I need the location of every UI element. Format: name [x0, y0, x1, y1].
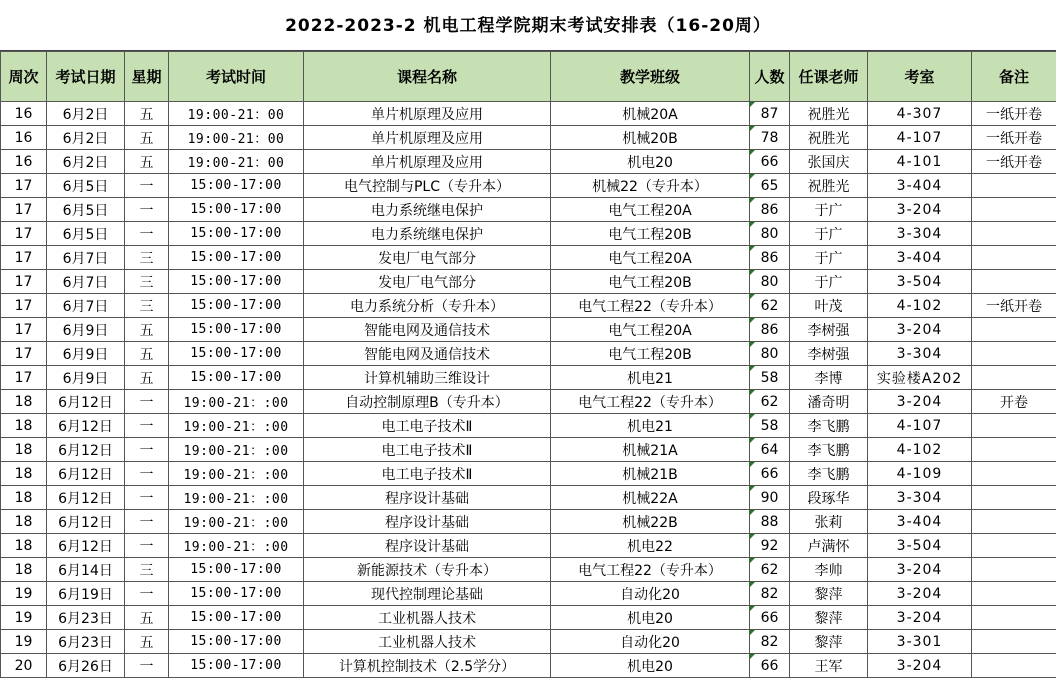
cell-weekday: 一: [125, 510, 169, 534]
cell-teacher: 李帅: [790, 558, 868, 582]
cell-exam-date: 6月7日: [47, 246, 125, 270]
header-course-name: 课程名称: [304, 52, 551, 102]
table-header-row: [1, 52, 1056, 102]
cell-class: 机械20B: [551, 126, 750, 150]
cell-room: 3-204: [868, 318, 972, 342]
cell-class: 机械20A: [551, 102, 750, 126]
cell-class: 机械21A: [551, 438, 750, 462]
header-class: 教学班级: [551, 52, 750, 102]
cell-remark: [972, 198, 1056, 222]
cell-weekday: 三: [125, 294, 169, 318]
cell-exam-time: 19:00-21：00: [169, 126, 304, 150]
cell-room: 3-204: [868, 606, 972, 630]
table-row: [1, 246, 1056, 270]
cell-teacher: 于广: [790, 198, 868, 222]
table-row: [1, 654, 1056, 678]
cell-remark: [972, 582, 1056, 606]
table-row: [1, 270, 1056, 294]
cell-remark: [972, 654, 1056, 678]
cell-room: 4-109: [868, 462, 972, 486]
cell-weekday: 一: [125, 486, 169, 510]
cell-remark: [972, 510, 1056, 534]
cell-week: 19: [1, 606, 47, 630]
cell-exam-time: 19:00-21：:00: [169, 414, 304, 438]
cell-weekday: 一: [125, 198, 169, 222]
cell-course-name: 工业机器人技术: [304, 630, 551, 654]
cell-weekday: 五: [125, 318, 169, 342]
cell-course-name: 电工电子技术Ⅱ: [304, 462, 551, 486]
cell-week: 17: [1, 270, 47, 294]
cell-remark: [972, 318, 1056, 342]
cell-exam-date: 6月5日: [47, 174, 125, 198]
cell-exam-time: 19:00-21：00: [169, 150, 304, 174]
cell-class: 机电21: [551, 366, 750, 390]
cell-course-name: 计算机辅助三维设计: [304, 366, 551, 390]
cell-remark: [972, 270, 1056, 294]
cell-weekday: 五: [125, 102, 169, 126]
table-row: [1, 222, 1056, 246]
cell-count: 82: [750, 630, 790, 654]
cell-weekday: 五: [125, 150, 169, 174]
cell-class: 机械22（专升本）: [551, 174, 750, 198]
cell-remark: [972, 414, 1056, 438]
cell-class: 机电20: [551, 606, 750, 630]
cell-room: 3-204: [868, 390, 972, 414]
cell-week: 18: [1, 486, 47, 510]
cell-exam-time: 15:00-17:00: [169, 318, 304, 342]
cell-exam-time: 15:00-17:00: [169, 582, 304, 606]
cell-exam-time: 15:00-17:00: [169, 246, 304, 270]
cell-exam-date: 6月5日: [47, 222, 125, 246]
cell-week: 16: [1, 102, 47, 126]
cell-exam-time: 19:00-21：:00: [169, 462, 304, 486]
page-title: 2022-2023-2 机电工程学院期末考试安排表（16-20周）: [0, 0, 1056, 51]
cell-course-name: 发电厂电气部分: [304, 246, 551, 270]
cell-course-name: 发电厂电气部分: [304, 270, 551, 294]
cell-week: 17: [1, 222, 47, 246]
cell-teacher: 黎萍: [790, 582, 868, 606]
table-row: [1, 462, 1056, 486]
cell-count: 62: [750, 294, 790, 318]
table-row: [1, 294, 1056, 318]
cell-course-name: 单片机原理及应用: [304, 126, 551, 150]
cell-week: 18: [1, 390, 47, 414]
cell-exam-date: 6月9日: [47, 366, 125, 390]
cell-course-name: 计算机控制技术（2.5学分）: [304, 654, 551, 678]
cell-remark: [972, 558, 1056, 582]
cell-exam-time: 15:00-17:00: [169, 294, 304, 318]
cell-remark: [972, 462, 1056, 486]
cell-teacher: 李飞鹏: [790, 462, 868, 486]
cell-exam-date: 6月5日: [47, 198, 125, 222]
cell-room: 4-102: [868, 438, 972, 462]
cell-exam-date: 6月23日: [47, 630, 125, 654]
cell-remark: 一纸开卷: [972, 102, 1056, 126]
table-row: [1, 558, 1056, 582]
cell-room: 3-504: [868, 534, 972, 558]
cell-count: 86: [750, 318, 790, 342]
cell-room: 3-204: [868, 582, 972, 606]
cell-exam-date: 6月7日: [47, 270, 125, 294]
cell-exam-time: 15:00-17:00: [169, 654, 304, 678]
cell-exam-date: 6月9日: [47, 318, 125, 342]
cell-class: 电气工程22（专升本）: [551, 390, 750, 414]
cell-exam-date: 6月2日: [47, 126, 125, 150]
cell-weekday: 五: [125, 126, 169, 150]
cell-exam-date: 6月12日: [47, 462, 125, 486]
cell-room: 3-304: [868, 342, 972, 366]
cell-teacher: 于广: [790, 222, 868, 246]
cell-week: 17: [1, 246, 47, 270]
cell-exam-time: 19:00-21：00: [169, 102, 304, 126]
cell-exam-date: 6月19日: [47, 582, 125, 606]
cell-exam-date: 6月12日: [47, 486, 125, 510]
cell-room: 4-102: [868, 294, 972, 318]
table-row: [1, 198, 1056, 222]
cell-count: 90: [750, 486, 790, 510]
cell-class: 机械22A: [551, 486, 750, 510]
cell-count: 66: [750, 150, 790, 174]
cell-exam-time: 15:00-17:00: [169, 558, 304, 582]
cell-week: 17: [1, 342, 47, 366]
table-row: [1, 486, 1056, 510]
cell-exam-date: 6月23日: [47, 606, 125, 630]
cell-teacher: 叶茂: [790, 294, 868, 318]
cell-exam-time: 19:00-21：:00: [169, 486, 304, 510]
cell-count: 62: [750, 558, 790, 582]
cell-teacher: 李飞鹏: [790, 414, 868, 438]
cell-room: 4-107: [868, 126, 972, 150]
cell-weekday: 一: [125, 534, 169, 558]
cell-count: 82: [750, 582, 790, 606]
cell-teacher: 于广: [790, 246, 868, 270]
table-row: [1, 390, 1056, 414]
cell-course-name: 工业机器人技术: [304, 606, 551, 630]
cell-class: 电气工程20A: [551, 246, 750, 270]
cell-remark: [972, 534, 1056, 558]
table-row: [1, 582, 1056, 606]
cell-count: 87: [750, 102, 790, 126]
header-weekday: 星期: [125, 52, 169, 102]
cell-count: 80: [750, 342, 790, 366]
cell-exam-time: 15:00-17:00: [169, 174, 304, 198]
cell-weekday: 五: [125, 366, 169, 390]
cell-weekday: 一: [125, 390, 169, 414]
cell-exam-time: 15:00-17:00: [169, 630, 304, 654]
cell-class: 机电20: [551, 654, 750, 678]
cell-course-name: 现代控制理论基础: [304, 582, 551, 606]
cell-week: 20: [1, 654, 47, 678]
cell-weekday: 一: [125, 654, 169, 678]
cell-remark: [972, 630, 1056, 654]
cell-exam-time: 19:00-21：:00: [169, 510, 304, 534]
cell-room: 3-204: [868, 654, 972, 678]
cell-class: 电气工程20B: [551, 270, 750, 294]
cell-remark: [972, 222, 1056, 246]
cell-room: 实验楼A202: [868, 366, 972, 390]
cell-exam-time: 15:00-17:00: [169, 222, 304, 246]
cell-exam-date: 6月2日: [47, 102, 125, 126]
cell-class: 机电20: [551, 150, 750, 174]
cell-course-name: 电力系统分析（专升本）: [304, 294, 551, 318]
cell-remark: [972, 606, 1056, 630]
table-row: [1, 438, 1056, 462]
cell-week: 18: [1, 534, 47, 558]
cell-teacher: 于广: [790, 270, 868, 294]
cell-room: 3-504: [868, 270, 972, 294]
cell-remark: [972, 366, 1056, 390]
cell-room: 3-301: [868, 630, 972, 654]
cell-remark: 一纸开卷: [972, 294, 1056, 318]
cell-count: 92: [750, 534, 790, 558]
cell-course-name: 智能电网及通信技术: [304, 318, 551, 342]
cell-weekday: 一: [125, 222, 169, 246]
cell-exam-time: 15:00-17:00: [169, 270, 304, 294]
cell-class: 电气工程22（专升本）: [551, 558, 750, 582]
cell-exam-time: 15:00-17:00: [169, 366, 304, 390]
cell-week: 17: [1, 366, 47, 390]
cell-count: 80: [750, 222, 790, 246]
cell-count: 78: [750, 126, 790, 150]
cell-course-name: 程序设计基础: [304, 534, 551, 558]
cell-course-name: 新能源技术（专升本）: [304, 558, 551, 582]
table-row: [1, 318, 1056, 342]
cell-course-name: 自动控制原理B（专升本）: [304, 390, 551, 414]
cell-room: 4-107: [868, 414, 972, 438]
header-exam-time: 考试时间: [169, 52, 304, 102]
cell-exam-date: 6月12日: [47, 414, 125, 438]
cell-teacher: 段琢华: [790, 486, 868, 510]
cell-class: 电气工程20B: [551, 222, 750, 246]
cell-remark: [972, 342, 1056, 366]
cell-exam-date: 6月26日: [47, 654, 125, 678]
cell-teacher: 潘奇明: [790, 390, 868, 414]
cell-course-name: 电力系统继电保护: [304, 198, 551, 222]
cell-exam-time: 15:00-17:00: [169, 342, 304, 366]
cell-exam-date: 6月12日: [47, 510, 125, 534]
cell-class: 机电22: [551, 534, 750, 558]
cell-course-name: 电力系统继电保护: [304, 222, 551, 246]
cell-class: 电气工程20B: [551, 342, 750, 366]
cell-count: 64: [750, 438, 790, 462]
cell-weekday: 一: [125, 438, 169, 462]
header-exam-date: 考试日期: [47, 52, 125, 102]
header-teacher: 任课老师: [790, 52, 868, 102]
cell-course-name: 智能电网及通信技术: [304, 342, 551, 366]
cell-remark: [972, 486, 1056, 510]
cell-exam-time: 15:00-17:00: [169, 198, 304, 222]
cell-room: 3-204: [868, 558, 972, 582]
cell-count: 88: [750, 510, 790, 534]
cell-count: 58: [750, 414, 790, 438]
table-row: [1, 534, 1056, 558]
cell-weekday: 五: [125, 342, 169, 366]
cell-exam-time: 19:00-21：:00: [169, 390, 304, 414]
cell-course-name: 电工电子技术Ⅱ: [304, 414, 551, 438]
cell-exam-date: 6月12日: [47, 438, 125, 462]
cell-week: 16: [1, 150, 47, 174]
exam-schedule-table: [0, 51, 1056, 678]
table-row: [1, 126, 1056, 150]
table-row: [1, 102, 1056, 126]
header-count: 人数: [750, 52, 790, 102]
cell-exam-time: 15:00-17:00: [169, 606, 304, 630]
cell-class: 自动化20: [551, 630, 750, 654]
cell-course-name: 电气控制与PLC（专升本）: [304, 174, 551, 198]
cell-course-name: 单片机原理及应用: [304, 102, 551, 126]
cell-teacher: 李树强: [790, 342, 868, 366]
table-row: [1, 510, 1056, 534]
cell-count: 80: [750, 270, 790, 294]
cell-weekday: 五: [125, 630, 169, 654]
cell-class: 电气工程22（专升本）: [551, 294, 750, 318]
cell-count: 58: [750, 366, 790, 390]
table-row: [1, 342, 1056, 366]
table-row: [1, 150, 1056, 174]
cell-weekday: 一: [125, 174, 169, 198]
cell-remark: [972, 438, 1056, 462]
cell-week: 18: [1, 438, 47, 462]
cell-count: 66: [750, 462, 790, 486]
cell-class: 自动化20: [551, 582, 750, 606]
cell-week: 19: [1, 582, 47, 606]
cell-class: 机电21: [551, 414, 750, 438]
cell-week: 18: [1, 414, 47, 438]
cell-exam-date: 6月12日: [47, 390, 125, 414]
cell-weekday: 五: [125, 606, 169, 630]
cell-count: 66: [750, 606, 790, 630]
cell-exam-date: 6月12日: [47, 534, 125, 558]
table-row: [1, 606, 1056, 630]
cell-week: 17: [1, 174, 47, 198]
cell-remark: [972, 246, 1056, 270]
cell-weekday: 一: [125, 582, 169, 606]
table-row: [1, 366, 1056, 390]
cell-weekday: 三: [125, 246, 169, 270]
cell-exam-date: 6月7日: [47, 294, 125, 318]
cell-count: 65: [750, 174, 790, 198]
table-row: [1, 174, 1056, 198]
cell-exam-time: 19:00-21：:00: [169, 438, 304, 462]
cell-remark: [972, 174, 1056, 198]
cell-course-name: 程序设计基础: [304, 486, 551, 510]
cell-exam-time: 19:00-21：:00: [169, 534, 304, 558]
header-week: 周次: [1, 52, 47, 102]
cell-teacher: 祝胜光: [790, 174, 868, 198]
cell-week: 17: [1, 294, 47, 318]
cell-course-name: 电工电子技术Ⅱ: [304, 438, 551, 462]
cell-count: 86: [750, 246, 790, 270]
cell-teacher: 祝胜光: [790, 102, 868, 126]
cell-weekday: 一: [125, 462, 169, 486]
cell-week: 18: [1, 462, 47, 486]
cell-week: 17: [1, 198, 47, 222]
cell-room: 3-404: [868, 510, 972, 534]
cell-teacher: 李飞鹏: [790, 438, 868, 462]
cell-course-name: 单片机原理及应用: [304, 150, 551, 174]
cell-course-name: 程序设计基础: [304, 510, 551, 534]
cell-teacher: 李博: [790, 366, 868, 390]
cell-week: 18: [1, 558, 47, 582]
cell-count: 62: [750, 390, 790, 414]
cell-class: 机械21B: [551, 462, 750, 486]
cell-weekday: 一: [125, 414, 169, 438]
cell-teacher: 张国庆: [790, 150, 868, 174]
cell-room: 3-304: [868, 486, 972, 510]
cell-remark: 一纸开卷: [972, 150, 1056, 174]
table-row: [1, 630, 1056, 654]
cell-count: 66: [750, 654, 790, 678]
cell-room: 3-304: [868, 222, 972, 246]
cell-room: 3-404: [868, 246, 972, 270]
cell-teacher: 黎萍: [790, 606, 868, 630]
cell-teacher: 黎萍: [790, 630, 868, 654]
cell-weekday: 三: [125, 270, 169, 294]
cell-week: 16: [1, 126, 47, 150]
cell-remark: 一纸开卷: [972, 126, 1056, 150]
table-row: [1, 414, 1056, 438]
header-remark: 备注: [972, 52, 1056, 102]
cell-teacher: 王军: [790, 654, 868, 678]
cell-class: 电气工程20A: [551, 198, 750, 222]
header-room: 考室: [868, 52, 972, 102]
cell-weekday: 三: [125, 558, 169, 582]
cell-class: 机械22B: [551, 510, 750, 534]
cell-class: 电气工程20A: [551, 318, 750, 342]
cell-room: 3-404: [868, 174, 972, 198]
cell-teacher: 祝胜光: [790, 126, 868, 150]
cell-exam-date: 6月9日: [47, 342, 125, 366]
cell-room: 4-307: [868, 102, 972, 126]
cell-remark: 开卷: [972, 390, 1056, 414]
cell-teacher: 卢满怀: [790, 534, 868, 558]
cell-exam-date: 6月14日: [47, 558, 125, 582]
cell-count: 86: [750, 198, 790, 222]
cell-room: 4-101: [868, 150, 972, 174]
cell-week: 18: [1, 510, 47, 534]
cell-teacher: 李树强: [790, 318, 868, 342]
cell-exam-date: 6月2日: [47, 150, 125, 174]
cell-room: 3-204: [868, 198, 972, 222]
cell-week: 17: [1, 318, 47, 342]
cell-teacher: 张莉: [790, 510, 868, 534]
cell-week: 19: [1, 630, 47, 654]
